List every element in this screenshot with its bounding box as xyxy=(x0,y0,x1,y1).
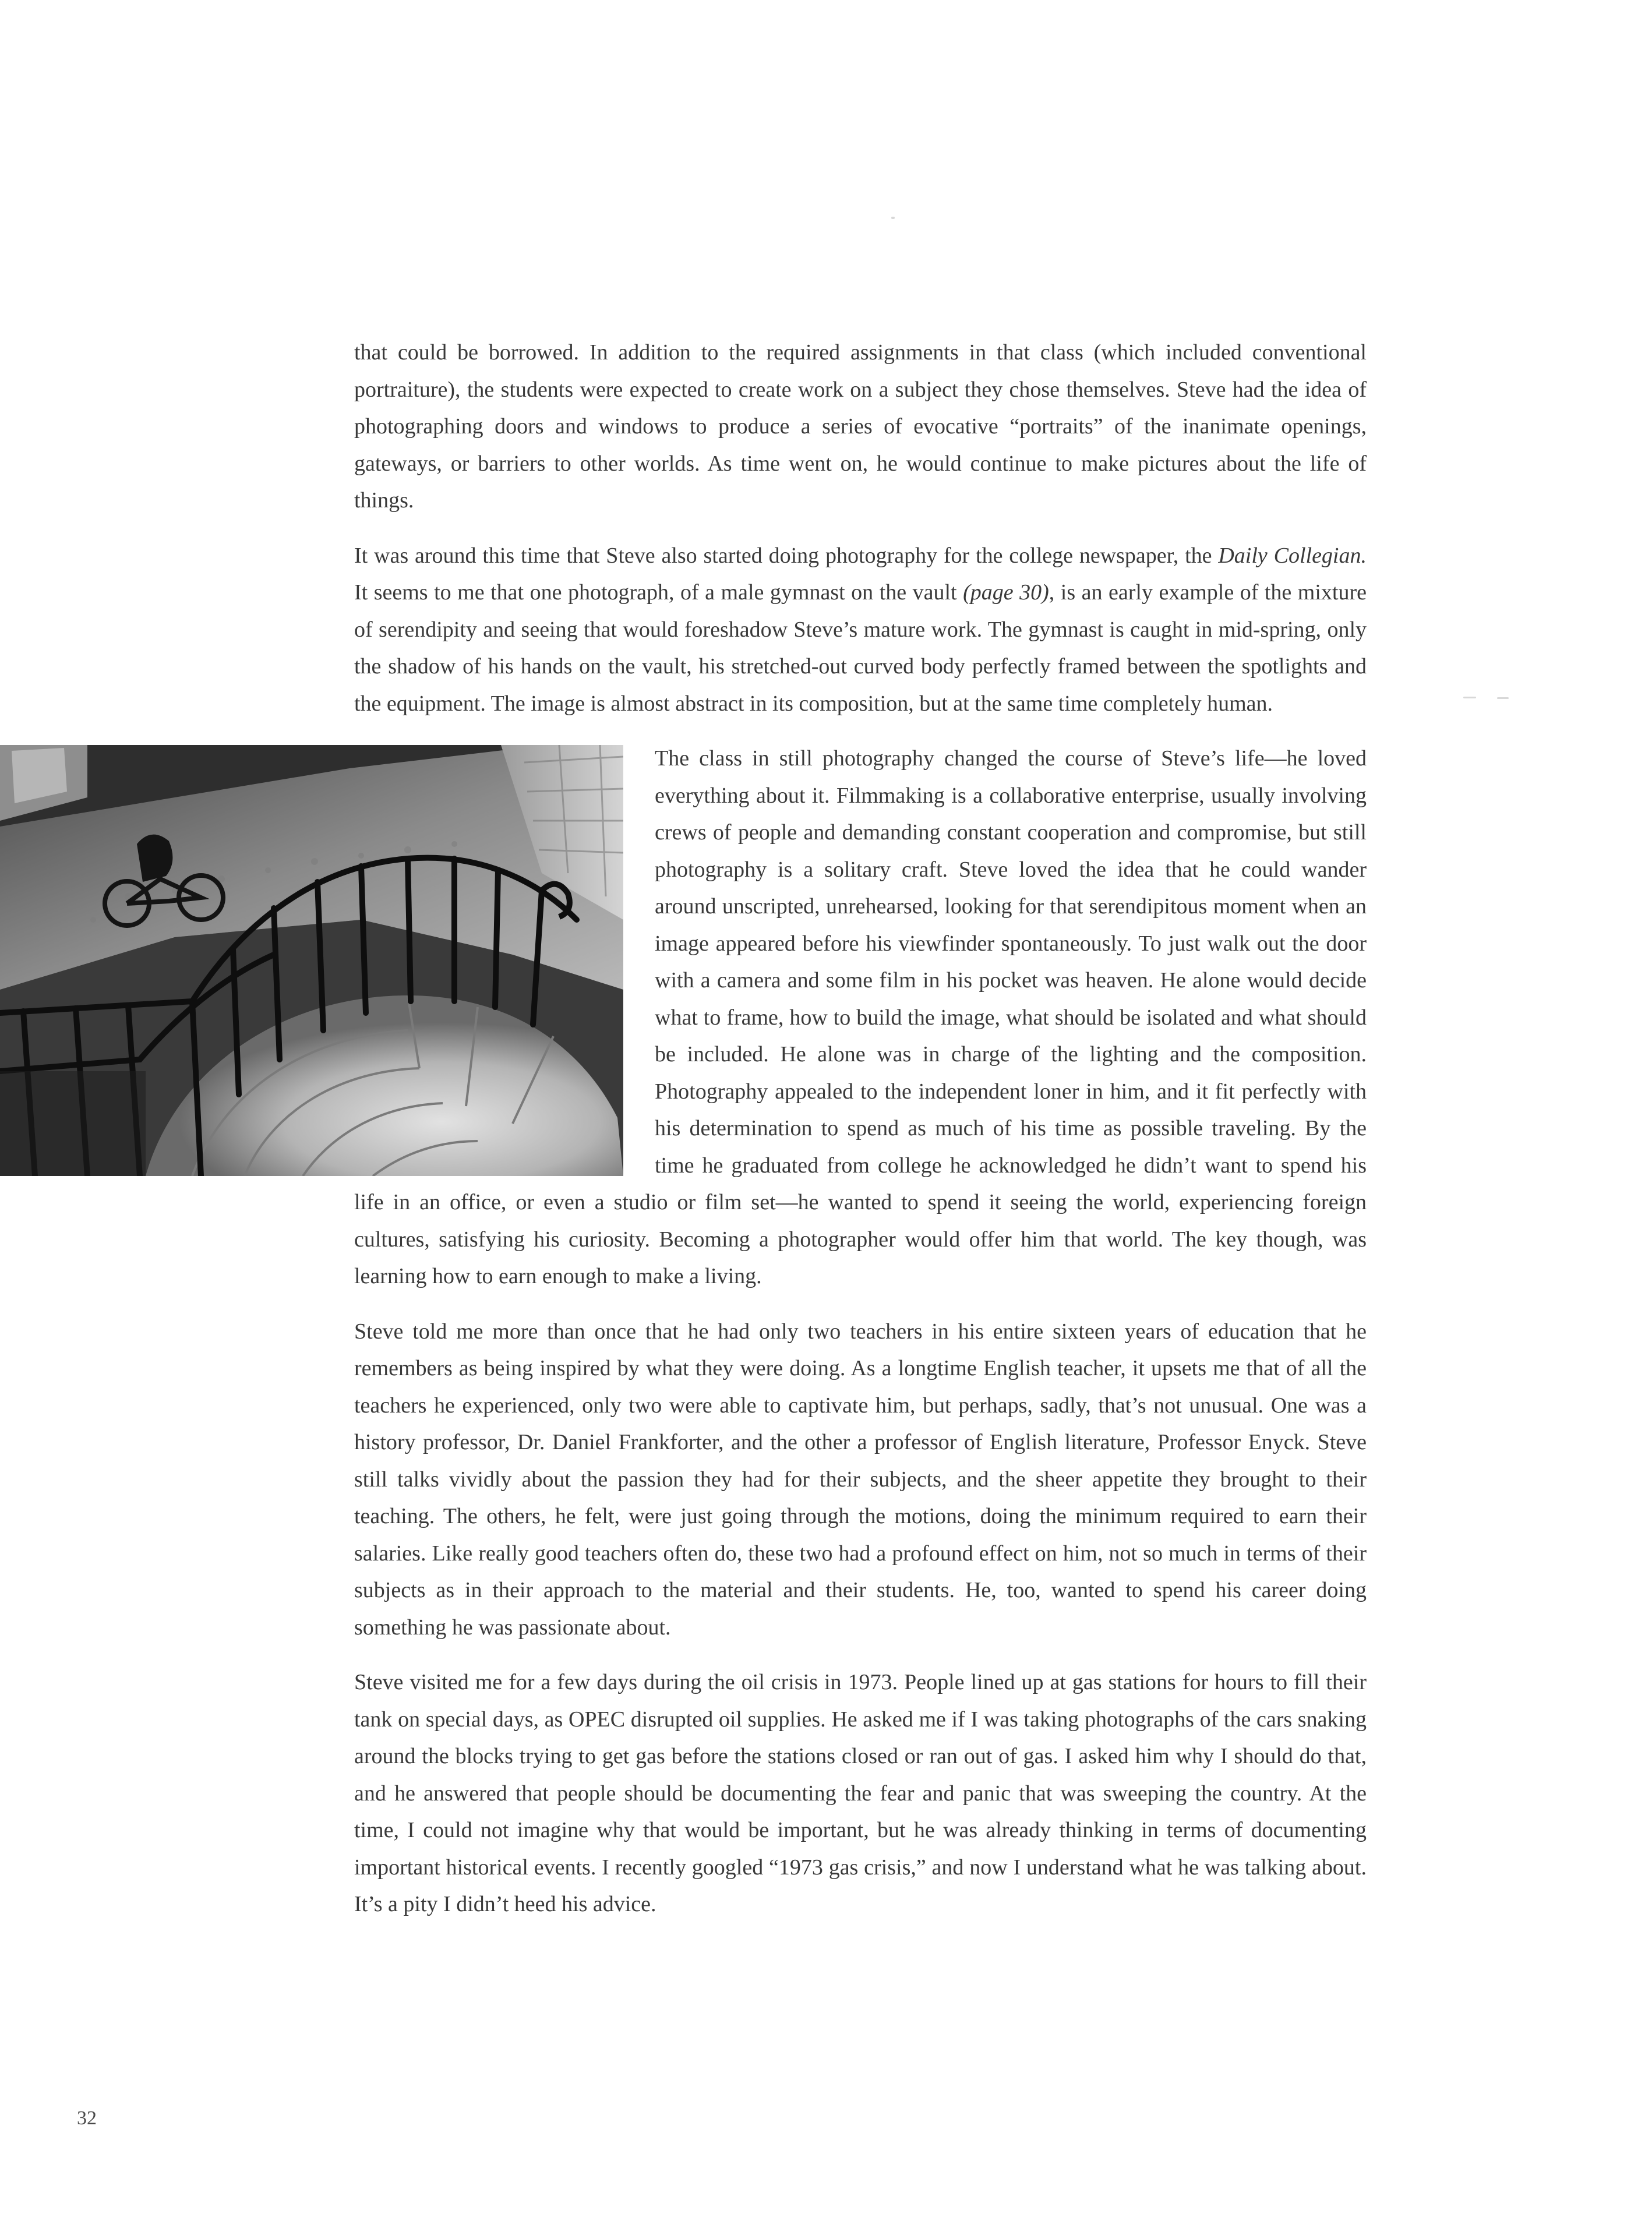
text-run: It seems to me that one photograph, of a male gymnast on the vault xyxy=(354,580,963,605)
staircase-photo-image xyxy=(0,745,623,1176)
page-number: 32 xyxy=(77,2107,97,2129)
text-run: It was around this time that Steve also started doing photography for the college newspaper, the xyxy=(354,543,1219,568)
paper-speck xyxy=(1497,697,1509,699)
body-text xyxy=(354,334,1367,1941)
text-run: , is an early example of the mixture of serendipity and seeing that would foreshadow Steve’s mature work. The gymnast is caught in mid-spring, only the shadow of his hands on the vault, his stretched-out curved body perfectly framed between the spotlights and the equipment. The image is almost abstract in its composition, but at the same time completely human. xyxy=(354,580,1367,716)
page-reference: (page 30) xyxy=(963,580,1049,605)
staircase-photograph xyxy=(0,745,634,1176)
paragraph-daily-collegian xyxy=(354,538,1367,723)
newspaper-title: Daily Collegian. xyxy=(1218,543,1367,568)
paper-speck xyxy=(1463,697,1476,698)
paragraph-oil-crisis: Steve visited me for a few days during the oil crisis in 1973. People lined up at gas stations for hours to fill their tank on special days, as OPEC disrupted oil supplies. He asked me if I was taking photographs of the cars snaking around the blocks trying to get gas before the stations closed or ran out of gas. I asked him why I should do that, and he answered that people should be documenting the fear and panic that was sweeping the country. At the time, I could not imagine why that would be important, but he was already thinking in terms of documenting important historical events. I recently googled “1973 gas crisis,” and now I understand what he was talking about. It’s a pity I didn’t heed his advice. xyxy=(354,1670,1367,1916)
paragraph-still-photography: The class in still photography changed the course of Steve’s life—he loved everything about it. Filmmaking is a collaborative enterprise, usually involving crews of people and demanding constant cooperation and compromise, but still photography is a solitary craft. Steve loved the idea that he could wander around unscripted, unrehearsed, looking for that serendipitous moment when an image appeared before his viewfinder spontaneously. To just walk out the door with a camera and some film in his pocket was heaven. He alone would decide what to frame, how to build the image, what should be isolated and what should be included. He alone was in charge of the lighting and the composition. Photography appealed to the independent loner in him, and it fit perfectly with his determination to spend as much of his time as possible traveling. By the time he graduated from college he acknowledged he didn’t want to spend his life in an office, or even a studio or film set—he wanted to spend it seeing the world, experiencing foreign cultures, satisfying his curiosity. Becoming a photographer would offer him that world. The key though, was learning how to earn enough to make a living. xyxy=(354,746,1367,1288)
paragraph-two-teachers: Steve told me more than once that he had only two teachers in his entire sixteen years of education that he remembers as being inspired by what they were doing. As a longtime English teacher, it upsets me that of all the teachers he experienced, only two were able to captivate him, but perhaps, sadly, that’s not unusual. One was a history professor, Dr. Daniel Frankforter, and the other a professor of English literature, Professor Enyck. Steve still talks vividly about the passion they had for their subjects, and the sheer appetite they brought to their teaching. The others, he felt, were just going through the motions, doing the minimum required to earn their salaries. Like really good teachers often do, these two had a profound effect on him, not so much in terms of their subjects as in their approach to the material and their students. He, too, wanted to spend his career doing something he was passionate about. xyxy=(354,1319,1367,1640)
paper-speck xyxy=(891,217,895,219)
paragraph-doors-windows: that could be borrowed. In addition to the required assignments in that class (which included conventional portraiture), the students were expected to create work on a subject they chose themselves. Steve had the idea of photographing doors and windows to produce a series of evocative “portraits” of the inanimate openings, gateways, or barriers to other worlds. As time went on, he would continue to make pictures about the life of things. xyxy=(354,340,1367,513)
